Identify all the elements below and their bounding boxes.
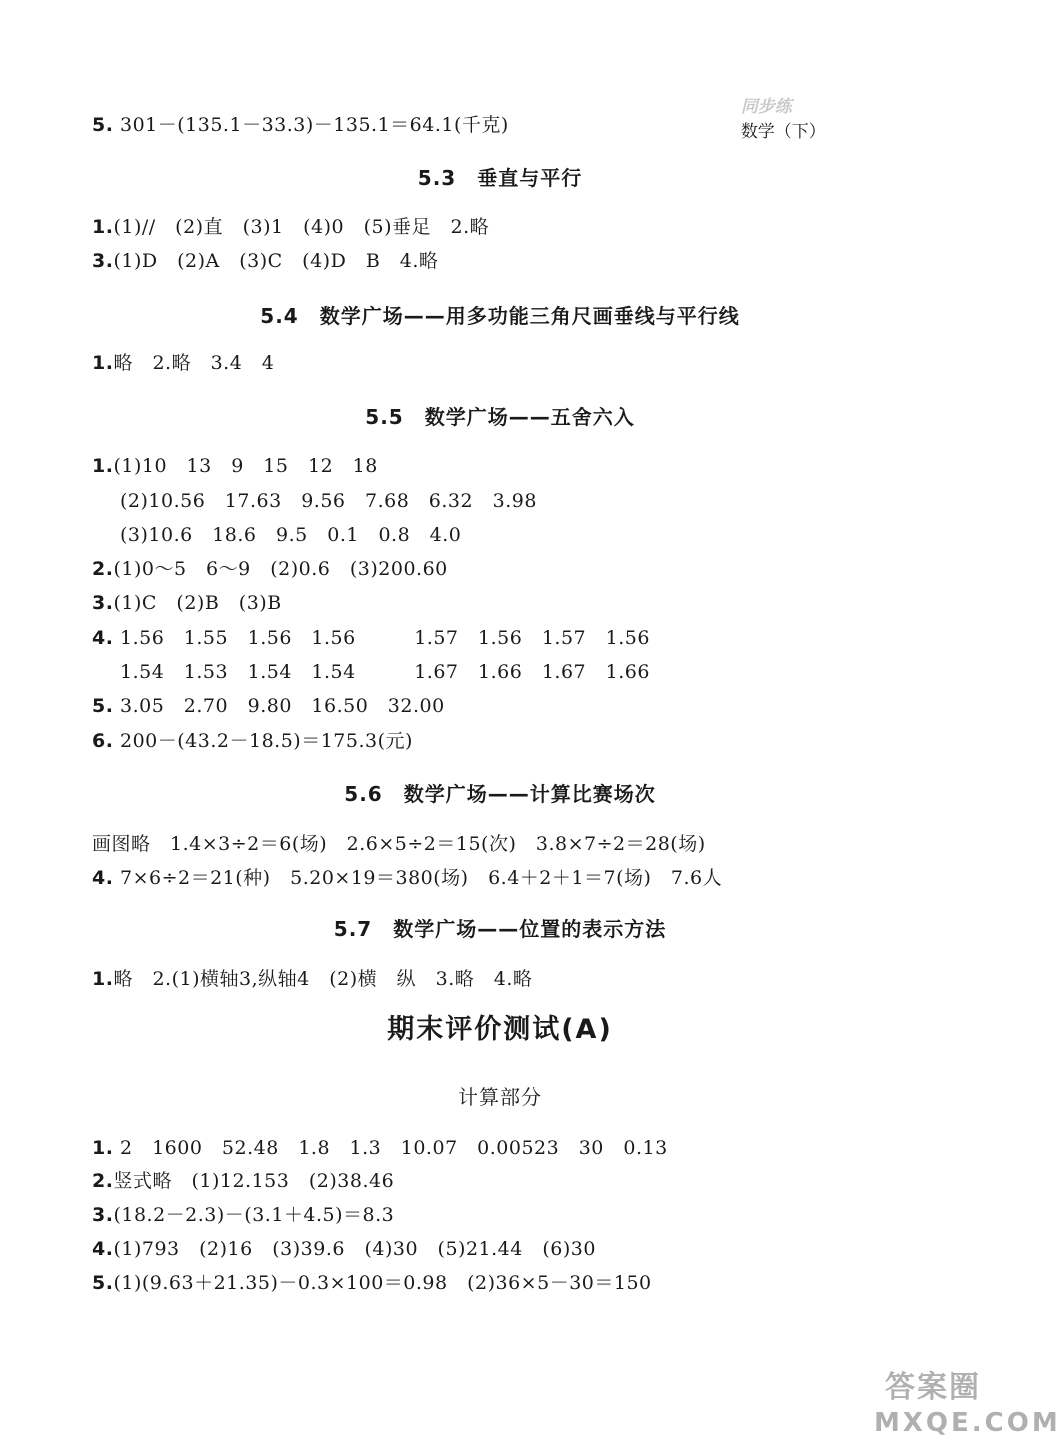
subject-title: 数学（下） <box>740 122 826 142</box>
answer-text: (1)0～5 6～9 (2)0.6 (3)200.60 <box>113 558 448 580</box>
question-number: 4. <box>92 1238 114 1260</box>
answer-line <box>92 590 282 616</box>
answer-line <box>120 522 461 548</box>
brand-logo: 同步练 <box>740 97 792 117</box>
answer-line <box>92 556 448 582</box>
answer-text: 2 1600 52.48 1.8 1.3 10.07 0.00523 30 0.13 <box>113 1137 668 1159</box>
answer-text: 7×6÷2＝21(种) 5.20×19＝380(场) 6.4＋2＋1＝7(场) 7.6人 <box>113 867 723 889</box>
answer-text: 1.54 1.53 1.54 1.54 1.67 1.66 1.67 1.66 <box>120 661 650 683</box>
question-number: 1. <box>92 216 114 238</box>
answer-line <box>92 1236 596 1262</box>
question-number: 3. <box>92 592 114 614</box>
answer-text: (1)(9.63＋21.35)－0.3×100＝0.98 (2)36×5－30＝150 <box>113 1272 652 1294</box>
question-number: 1. <box>92 352 114 374</box>
answer-line <box>92 693 445 719</box>
question-number: 1. <box>92 1137 114 1159</box>
answer-text: (1)793 (2)16 (3)39.6 (4)30 (5)21.44 (6)30 <box>113 1238 596 1260</box>
answer-line <box>92 453 378 479</box>
question-number: 5. <box>92 1272 114 1294</box>
watermark <box>874 1369 1061 1447</box>
watermark-url: MXQE.COM <box>874 1408 1061 1438</box>
section-heading-5-5: 5.5 数学广场——五舍六入 <box>365 405 635 429</box>
answer-line <box>92 966 532 992</box>
answer-line <box>92 865 722 891</box>
answer-text: (3)10.6 18.6 9.5 0.1 0.8 4.0 <box>120 524 462 546</box>
answer-text: 画图略 1.4×3÷2＝6(场) 2.6×5÷2＝15(次) 3.8×7÷2＝28(场) <box>92 833 706 855</box>
question-number: 1. <box>92 968 114 990</box>
answer-line <box>92 728 413 754</box>
answer-text: 略 2.(1)横轴3,纵轴4 (2)横 纵 3.略 4.略 <box>113 968 533 990</box>
answer-text: (2)10.56 17.63 9.56 7.68 6.32 3.98 <box>120 490 537 512</box>
answer-text: (18.2－2.3)－(3.1＋4.5)＝8.3 <box>113 1204 395 1226</box>
question-number: 2. <box>92 558 114 580</box>
answer-line <box>92 350 274 376</box>
answer-text: 3.05 2.70 9.80 16.50 32.00 <box>113 695 445 717</box>
question-number: 1. <box>92 455 114 477</box>
answer-text: (1)D (2)A (3)C (4)D B 4.略 <box>113 250 439 272</box>
answer-line <box>92 112 509 138</box>
question-number: 3. <box>92 1204 114 1226</box>
section-heading-5-4: 5.4 数学广场——用多功能三角尺画垂线与平行线 <box>260 304 740 328</box>
question-number: 5. <box>92 695 114 717</box>
answer-text: 略 2.略 3.4 4 <box>113 352 275 374</box>
answer-text: (1)// (2)直 (3)1 (4)0 (5)垂足 2.略 <box>113 216 490 238</box>
answer-line <box>120 488 537 514</box>
answer-line <box>92 831 706 857</box>
section-heading-5-6: 5.6 数学广场——计算比赛场次 <box>344 782 656 806</box>
answer-line <box>120 659 650 685</box>
answer-text: 301－(135.1－33.3)－135.1＝64.1(千克) <box>113 114 509 136</box>
answer-line <box>92 1135 668 1161</box>
section-heading-5-7: 5.7 数学广场——位置的表示方法 <box>333 917 667 941</box>
answer-text: (1)C (2)B (3)B <box>113 592 282 614</box>
question-number: 5. <box>92 114 114 136</box>
question-number: 4. <box>92 627 114 649</box>
answer-line <box>92 214 489 240</box>
question-number: 3. <box>92 250 114 272</box>
page-header <box>730 72 826 142</box>
watermark-logo: 答案圈 <box>885 1370 981 1405</box>
answer-line <box>92 1168 394 1194</box>
answer-line <box>92 1202 394 1228</box>
answer-text: (1)10 13 9 15 12 18 <box>113 455 378 477</box>
answer-line <box>92 625 650 651</box>
question-number: 2. <box>92 1170 114 1192</box>
answer-text: 200－(43.2－18.5)＝175.3(元) <box>113 730 413 752</box>
final-test-title: 期末评价测试(A) <box>387 1014 613 1045</box>
answer-line <box>92 248 438 274</box>
calc-section-title: 计算部分 <box>458 1085 542 1109</box>
question-number: 4. <box>92 867 114 889</box>
answer-line <box>92 1270 652 1296</box>
question-number: 6. <box>92 730 114 752</box>
answer-text: 竖式略 (1)12.153 (2)38.46 <box>113 1170 395 1192</box>
answer-text: 1.56 1.55 1.56 1.56 1.57 1.56 1.57 1.56 <box>113 627 650 649</box>
section-heading-5-3: 5.3 垂直与平行 <box>417 166 583 190</box>
